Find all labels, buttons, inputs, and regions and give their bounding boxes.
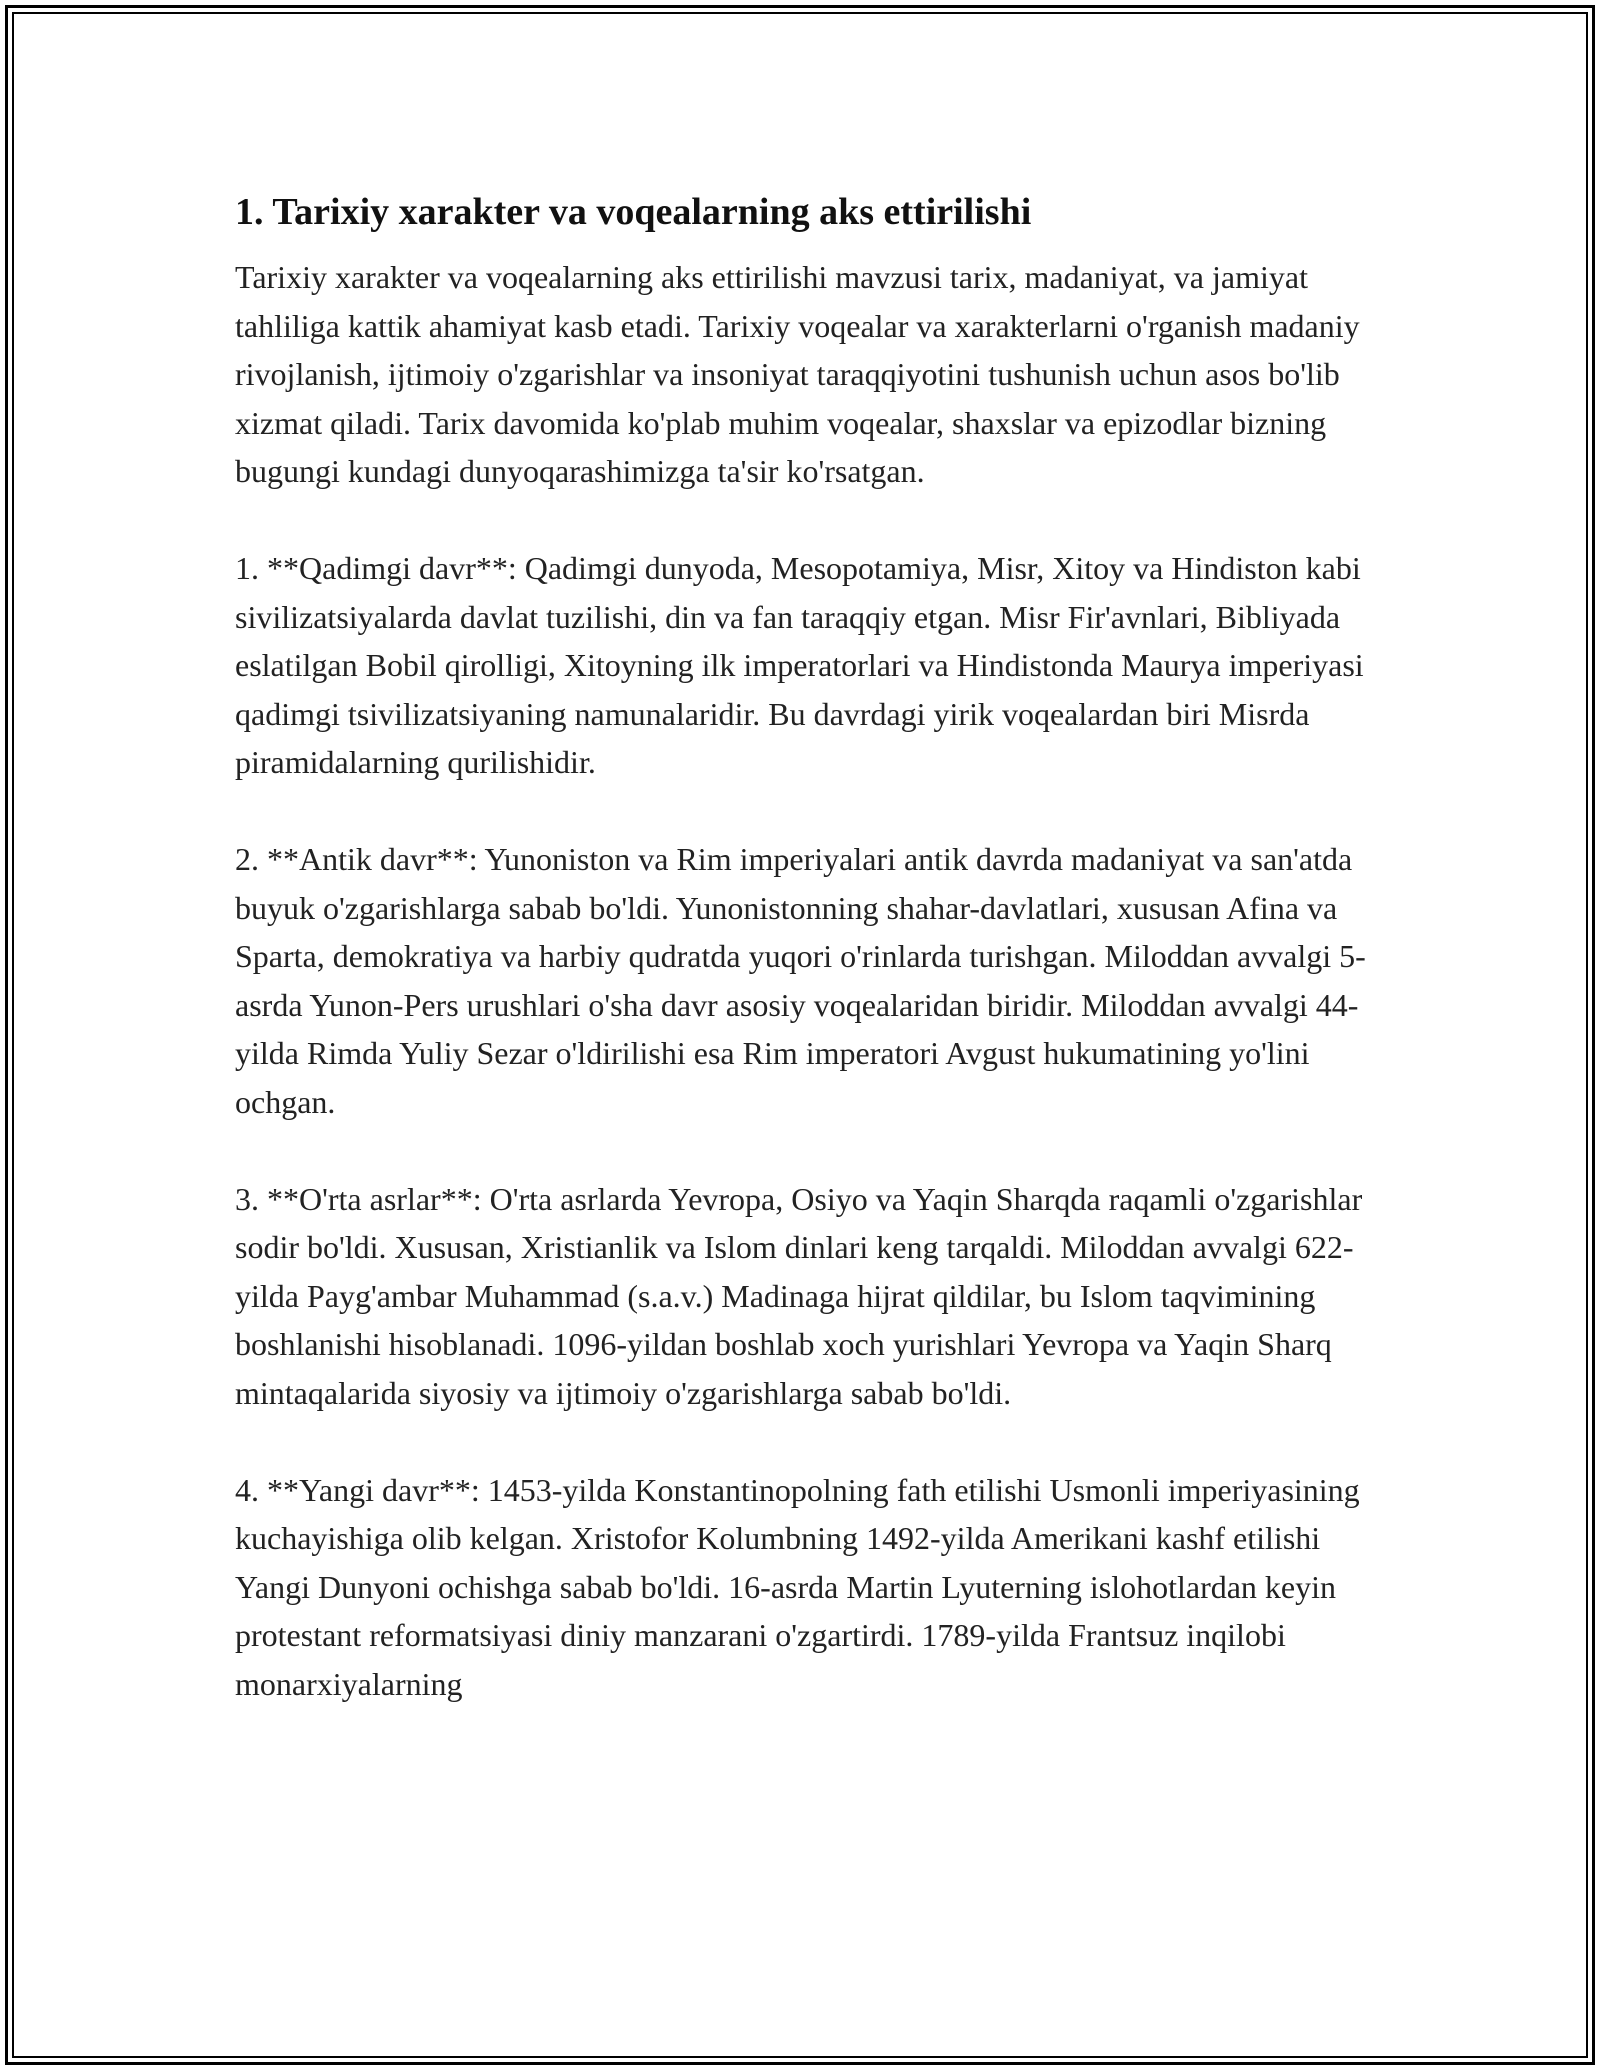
paragraph-ancient-period: 1. **Qadimgi davr**: Qadimgi dunyoda, Mesopotamiya, Misr, Xitoy va Hindiston kabi sivilizatsiyalarda davlat tuzilishi, din va fan taraqqiy etgan. Misr Fir'avnlari, Bibliyada eslatilgan Bobil qirolligi, Xitoyning ilk imperatorlari va Hindistonda Maurya imperiyasi qadimgi tsivilizatsiyaning namunalaridir. Bu davrdagi yirik voqealardan biri Misrda piramidalarning qurilishidir. <box>235 550 1364 780</box>
paragraph-antique-period: 2. **Antik davr**: Yunoniston va Rim imperiyalari antik davrda madaniyat va san'atda buyuk o'zgarishlarga sabab bo'ldi. Yunonistonning shahar-davlatlari, xususan Afina va Sparta, demokratiya va harbiy qudratda yuqori o'rinlarda turishgan. Miloddan avvalgi 5-asrda Yunon-Pers urushlari o'sha davr asosiy voqealaridan biridir. Miloddan avvalgi 44-yilda Rimda Yuliy Sezar o'ldirilishi esa Rim imperatori Avgust hukumatining yo'lini ochgan. <box>235 841 1366 1120</box>
paragraph-new-era: 4. **Yangi davr**: 1453-yilda Konstantinopolning fath etilishi Usmonli imperiyasining kuchayishiga olib kelgan. Xristofor Kolumbning 1492-yilda Amerikani kashf etilishi Yangi Dunyoni ochishga sabab bo'ldi. 16-asrda Martin Lyuterning islohotlardan keyin protestant reformatsiyasi diniy manzarani o'zgartirdi. 1789-yilda Frantsuz inqilobi monarxiyalarning <box>235 1471 1360 1702</box>
document-title: 1. Tarixiy xarakter va voqealarning aks ettirilishi <box>235 191 1032 233</box>
document-body <box>235 185 1370 1757</box>
paragraph-middle-ages: 3. **O'rta asrlar**: O'rta asrlarda Yevropa, Osiyo va Yaqin Sharqda raqamli o'zgarishlar sodir bo'ldi. Xususan, Xristianlik va Islom dinlari keng tarqaldi. Miloddan avvalgi 622-yilda Payg'ambar Muhammad (s.a.v.) Madinaga hijrat qildilar, bu Islom taqvimining boshlanishi hisoblanadi. 1096-yildan boshlab xoch yurishlari Yevropa va Yaqin Sharq mintaqalarida siyosiy va ijtimoiy o'zgarishlarga sabab bo'ldi. <box>235 1180 1363 1411</box>
intro-paragraph: Tarixiy xarakter va voqealarning aks ettirilishi mavzusi tarix, madaniyat, va jamiyat tahliliga kattik ahamiyat kasb etadi. Tarixiy voqealar va xarakterlarni o'rganish madaniy rivojlanish, ijtimoiy o'zgarishlar va insoniyat taraqqiyotini tushunish uchun asos bo'lib xizmat qiladi. Tarix davomida ko'plab muhim voqealar, shaxslar va epizodlar bizning bugungi kundagi dunyoqarashimizga ta'sir ko'rsatgan. <box>235 259 1360 489</box>
